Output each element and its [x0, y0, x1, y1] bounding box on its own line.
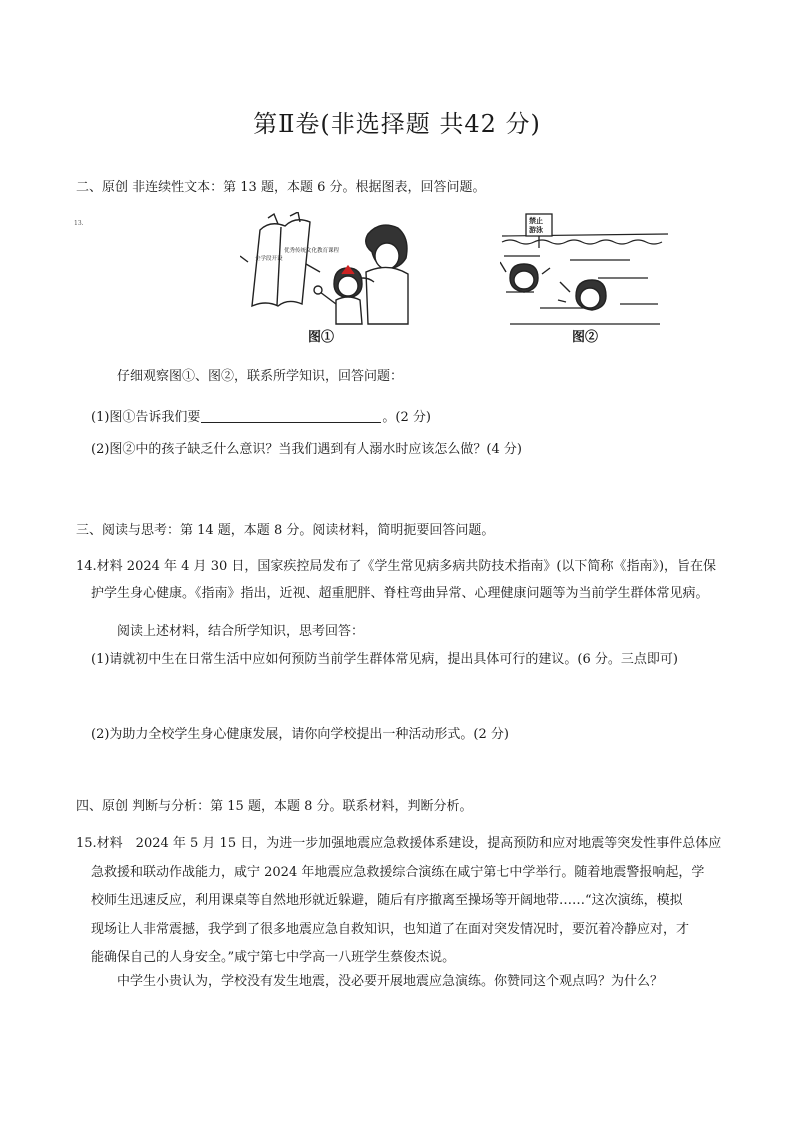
material-15-line: 校师生迅速反应，利用课桌等自然地形就近躲避，随后有序撤离至操场等开阔地带……“这次演练，模拟: [91, 893, 683, 908]
book-left-text: 全学段开设: [255, 256, 283, 262]
question-13-1-prefix: (1)图①告诉我们要: [91, 410, 201, 425]
section-2-header: 二、原创 非连续性文本：第 13 题，本题 6 分。根据图表，回答问题。: [76, 180, 486, 195]
sign-text-line1: 禁止: [529, 217, 543, 225]
question-14-2: (2)为助力全校学生身心健康发展，请你向学校提出一种活动形式。(2 分): [91, 727, 509, 742]
material-15: [76, 830, 722, 973]
material-15-line: 急救援和联动作战能力，咸宁 2024 年地震应急救援综合演练在咸宁第七中学举行。随着地震警报响起，学: [91, 864, 705, 880]
material-15-line: 15.材料 2024 年 5 月 15 日，为进一步加强地震应急救援体系建设，提高预防和应对地震等突发性事件总体应: [76, 836, 722, 851]
sign-text-line2: 游泳: [529, 226, 543, 234]
question-15: 中学生小贵认为，学校没有发生地震，没必要开展地震应急演练。你赞同这个观点吗？为什么？: [117, 974, 664, 989]
figure-1-caption: 图①: [308, 330, 335, 345]
material-14-line2: 护学生身心健康。《指南》指出，近视、超重肥胖、脊柱弯曲异常、心理健康问题等为当前学生群体常见病。: [91, 586, 709, 601]
answer-blank[interactable]: [201, 408, 381, 423]
child-figure: [314, 266, 362, 324]
figure-2-caption: 图②: [572, 330, 599, 345]
figure-1: [240, 212, 410, 352]
question-13-number: 13.: [74, 220, 84, 227]
section-2-instruction: 仔细观察图①、图②，联系所学知识，回答问题：: [117, 369, 404, 384]
material-14-line1: 14.材料 2024 年 4 月 30 日，国家疾控局发布了《学生常见病多病共防技术指南》(以下简称《指南》)，旨在保: [76, 559, 717, 574]
section-3-instruction: 阅读上述材料，结合所学知识，思考回答：: [117, 624, 365, 639]
question-13-2: (2)图②中的孩子缺乏什么意识？当我们遇到有人溺水时应该怎么做？(4 分): [91, 442, 522, 457]
material-15-line: 能确保自己的人身安全。”咸宁第七中学高一八班学生蔡俊杰说。: [91, 950, 456, 965]
material-15-line: 现场让人非常震撼，我学到了很多地震应急自救知识，也知道了在面对突发情况时，要沉着冷静应对，才: [91, 921, 690, 937]
figure-2: [500, 212, 670, 352]
page-title: 第Ⅱ卷(非选择题 共42 分): [253, 110, 541, 138]
question-13-1: [91, 408, 431, 428]
swimmer-boy: [500, 262, 550, 292]
book-right-text: 优秀传统文化教育课程: [284, 248, 340, 254]
section-4-header: 四、原创 判断与分析：第 15 题，本题 8 分。联系材料，判断分析。: [76, 799, 473, 814]
drowning-boy: [558, 280, 606, 310]
section-3-header: 三、阅读与思考：第 14 题，本题 8 分。阅读材料，简明扼要回答问题。: [76, 523, 495, 538]
question-13-1-suffix: 。(2 分): [382, 410, 431, 425]
question-14-1: (1)请就初中生在日常生活中应如何预防当前学生群体常见病，提出具体可行的建议。(6 分。三点即可): [91, 652, 678, 667]
